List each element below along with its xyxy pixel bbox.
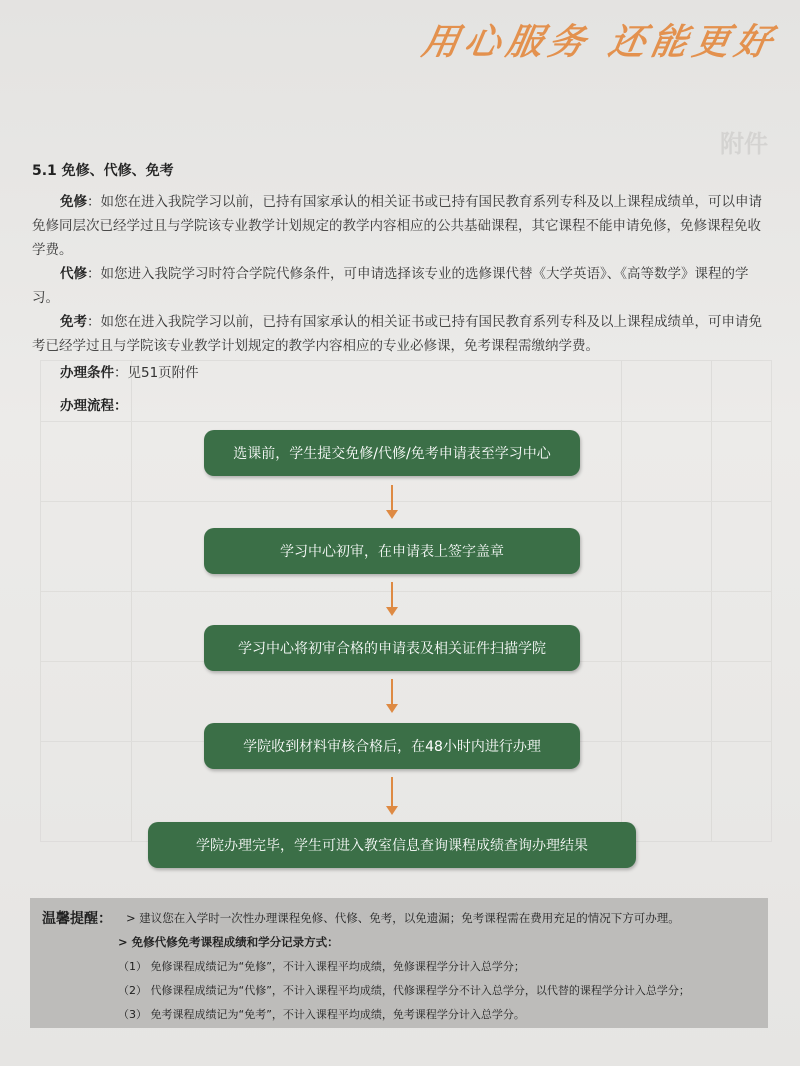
tips-box <box>30 898 768 1028</box>
tips-item-3: （3） 免考课程成绩记为“免考”，不计入课程平均成绩，免考课程学分计入总学分。 <box>118 1008 525 1021</box>
paragraph-text: ：如您在进入我院学习以前，已持有国家承认的相关证书或已持有国民教育系列专科及以上课程成绩单，可申请免考已经学过且与学院该专业教学计划规定的教学内容相应的专业必修课，免考课程需缴纳学费。 <box>32 314 762 354</box>
tips-advice: > 建议您在入学时一次性办理课程免修、代修、免考，以免遗漏；免考课程需在费用充足的情况下方可办理。 <box>126 911 680 925</box>
paragraph-text: ：如您在进入我院学习以前，已持有国家承认的相关证书或已持有国民教育系列专科及以上课程成绩单，可以申请免修同层次已经学过且与学院该专业教学计划规定的教学内容相应的公共基础课程，其它课程不能申请免修，免修课程免收学费。 <box>32 194 762 258</box>
flow-step-3: 学习中心将初审合格的申请表及相关证件扫描学院 <box>204 625 580 671</box>
paragraph-label: 代修 <box>60 266 87 282</box>
paragraph-label: 免考 <box>60 314 87 330</box>
main-content <box>32 160 772 414</box>
flow-arrow-1 <box>391 485 393 513</box>
tips-subheading: > 免修代修免考课程成绩和学分记录方式： <box>118 935 339 949</box>
flow-step-2: 学习中心初审，在申请表上签字盖章 <box>204 528 580 574</box>
condition-label: 办理条件 <box>60 365 114 381</box>
condition-line <box>60 360 772 386</box>
condition-text: ：见51页附件 <box>114 365 199 381</box>
header-slogan: 用心服务 还能更好 <box>419 21 782 63</box>
background-attachment-label: 附件 <box>720 130 768 158</box>
flow-step-4: 学院收到材料审核合格后，在48小时内进行办理 <box>204 723 580 769</box>
tips-item-1: （1） 免修课程成绩记为“免修”，不计入课程平均成绩，免修课程学分计入总学分； <box>118 960 525 973</box>
flow-label: 办理流程： <box>60 398 128 414</box>
flow-arrow-2 <box>391 582 393 610</box>
paragraph-mianxiu <box>32 190 772 262</box>
section-title: 5.1 免修、代修、免考 <box>32 163 174 179</box>
paragraph-label: 免修 <box>60 194 87 210</box>
tips-heading: 温馨提醒： <box>42 911 112 927</box>
paragraph-miankao <box>32 310 772 358</box>
flow-arrow-3 <box>391 679 393 707</box>
flow-step-1: 选课前，学生提交免修/代修/免考申请表至学习中心 <box>204 430 580 476</box>
flow-step-5: 学院办理完毕，学生可进入教室信息查询课程成绩查询办理结果 <box>148 822 636 868</box>
tips-item-2: （2） 代修课程成绩记为“代修”，不计入课程平均成绩，代修课程学分不计入总学分，以代替的课程学分计入总学分； <box>118 984 690 997</box>
paragraph-daixiu <box>32 262 772 310</box>
paragraph-text: ：如您进入我院学习时符合学院代修条件，可申请选择该专业的选修课代替《大学英语》、《高等数学》课程的学习。 <box>32 266 749 306</box>
flow-arrow-4 <box>391 777 393 809</box>
